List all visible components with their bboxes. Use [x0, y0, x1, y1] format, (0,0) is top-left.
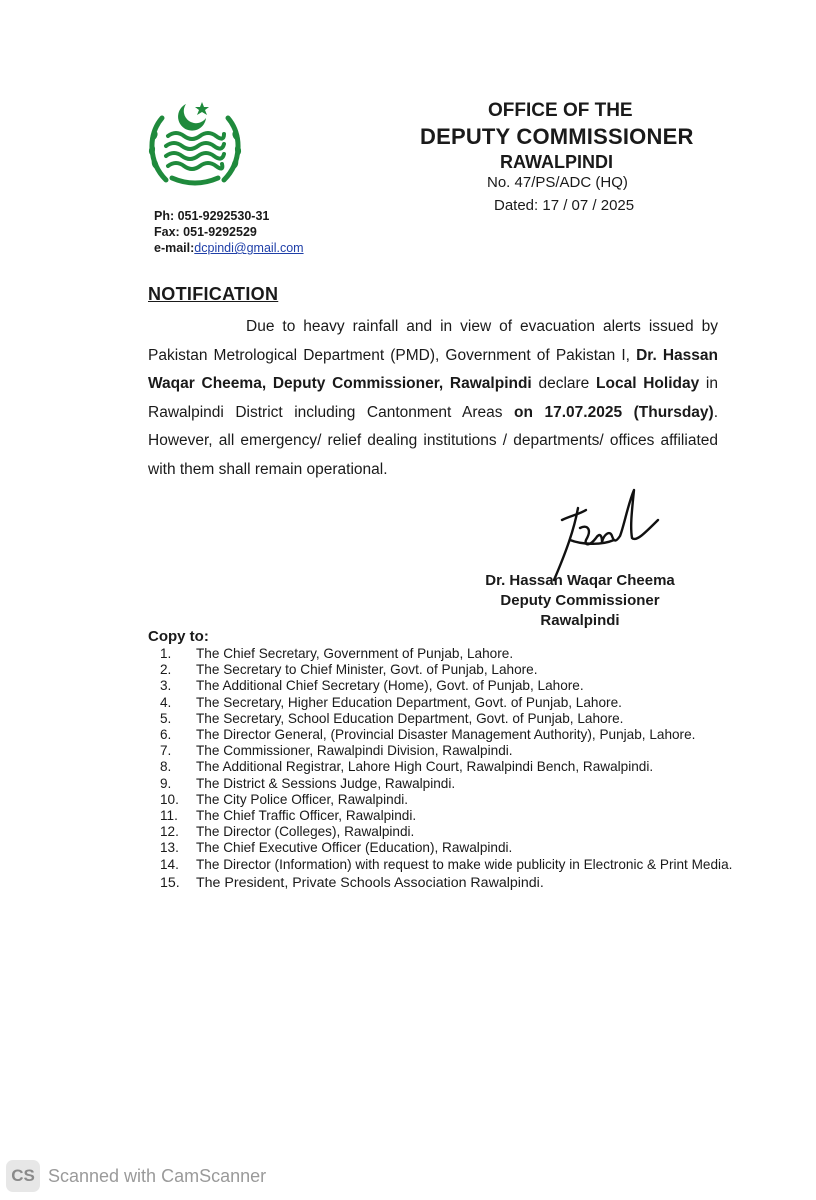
camscanner-watermark — [6, 1158, 266, 1194]
fax: Fax: 051-9292529 — [154, 225, 257, 239]
list-item: 13. The Chief Executive Officer (Education), Rawalpindi. — [160, 840, 513, 856]
office-line-1: OFFICE OF THE — [488, 100, 633, 121]
contact-block — [154, 208, 304, 256]
government-of-punjab-emblem-icon — [142, 96, 248, 194]
list-item: 11. The Chief Traffic Officer, Rawalpindi. — [160, 808, 417, 824]
list-item: 2. The Secretary to Chief Minister, Govt. of Punjab, Lahore. — [160, 662, 538, 678]
phone: Ph: 051-9292530-31 — [154, 209, 270, 223]
copy-to-list — [160, 646, 760, 891]
signatory-name: Dr. Hassan Waqar Cheema — [485, 572, 675, 589]
list-item: 5. The Secretary, School Education Department, Govt. of Punjab, Lahore. — [160, 710, 624, 726]
body-part-3: in Rawalpindi District including Cantonment Areas — [148, 375, 718, 421]
office-line-2: DEPUTY COMMISSIONER — [420, 124, 694, 149]
body-part-4: . However, all emergency/ relief dealing institutions / departments/ offices affiliated with them shall remain operational. — [148, 403, 719, 478]
signatory-block — [470, 571, 690, 631]
notification-body — [148, 313, 718, 484]
list-item: 3. The Additional Chief Secretary (Home), Govt. of Punjab, Lahore. — [160, 678, 584, 694]
list-item: 9. The District & Sessions Judge, Rawalpindi. — [160, 775, 456, 791]
list-item: 6. The Director General, (Provincial Disaster Management Authority), Punjab, Lahore. — [160, 727, 696, 743]
list-item: 10. The City Police Officer, Rawalpindi. — [160, 791, 409, 807]
notification-title: NOTIFICATION — [148, 284, 279, 304]
office-line-3: RAWALPINDI — [500, 152, 614, 172]
list-item: 1. The Chief Secretary, Government of Punjab, Lahore. — [160, 646, 514, 661]
list-item: 4. The Secretary, Higher Education Department, Govt. of Punjab, Lahore. — [160, 694, 622, 710]
body-bold-3: on 17.07.2025 (Thursday) — [514, 403, 714, 421]
list-item: 15. The President, Private Schools Association Rawalpindi. — [160, 874, 544, 891]
body-bold-2: Local Holiday — [596, 375, 700, 392]
reference-number: No. 47/PS/ADC (HQ) — [487, 174, 628, 191]
list-item: 8. The Additional Registrar, Lahore High Court, Rawalpindi Bench, Rawalpindi. — [160, 759, 654, 775]
camscanner-logo-icon: CS — [6, 1160, 40, 1192]
copy-to-title: Copy to: — [148, 628, 209, 645]
email-row — [154, 240, 304, 256]
list-item: 14. The Director (Information) with request to make wide publicity in Electronic & Print Media. — [160, 856, 733, 872]
email-label: e-mail: — [154, 241, 195, 255]
signatory-place: Rawalpindi — [540, 612, 620, 629]
body-part-2: declare — [531, 375, 597, 392]
list-item: 12. The Director (Colleges), Rawalpindi. — [160, 824, 415, 840]
signatory-designation: Deputy Commissioner — [500, 592, 660, 609]
list-item: 7. The Commissioner, Rawalpindi Division, Rawalpindi. — [160, 743, 513, 759]
body-bold-1: Dr. Hassan Waqar Cheema, Deputy Commissioner, Rawalpindi — [148, 346, 718, 392]
dated: Dated: 17 / 07 / 2025 — [494, 197, 635, 214]
camscanner-text: Scanned with CamScanner — [48, 1165, 267, 1186]
email-link[interactable]: dcpindi@gmail.com — [194, 241, 304, 255]
body-part-1: Due to heavy rainfall and in view of evacuation alerts issued by Pakistan Metrological Department (PMD), Government of Pakistan I, — [148, 318, 718, 364]
